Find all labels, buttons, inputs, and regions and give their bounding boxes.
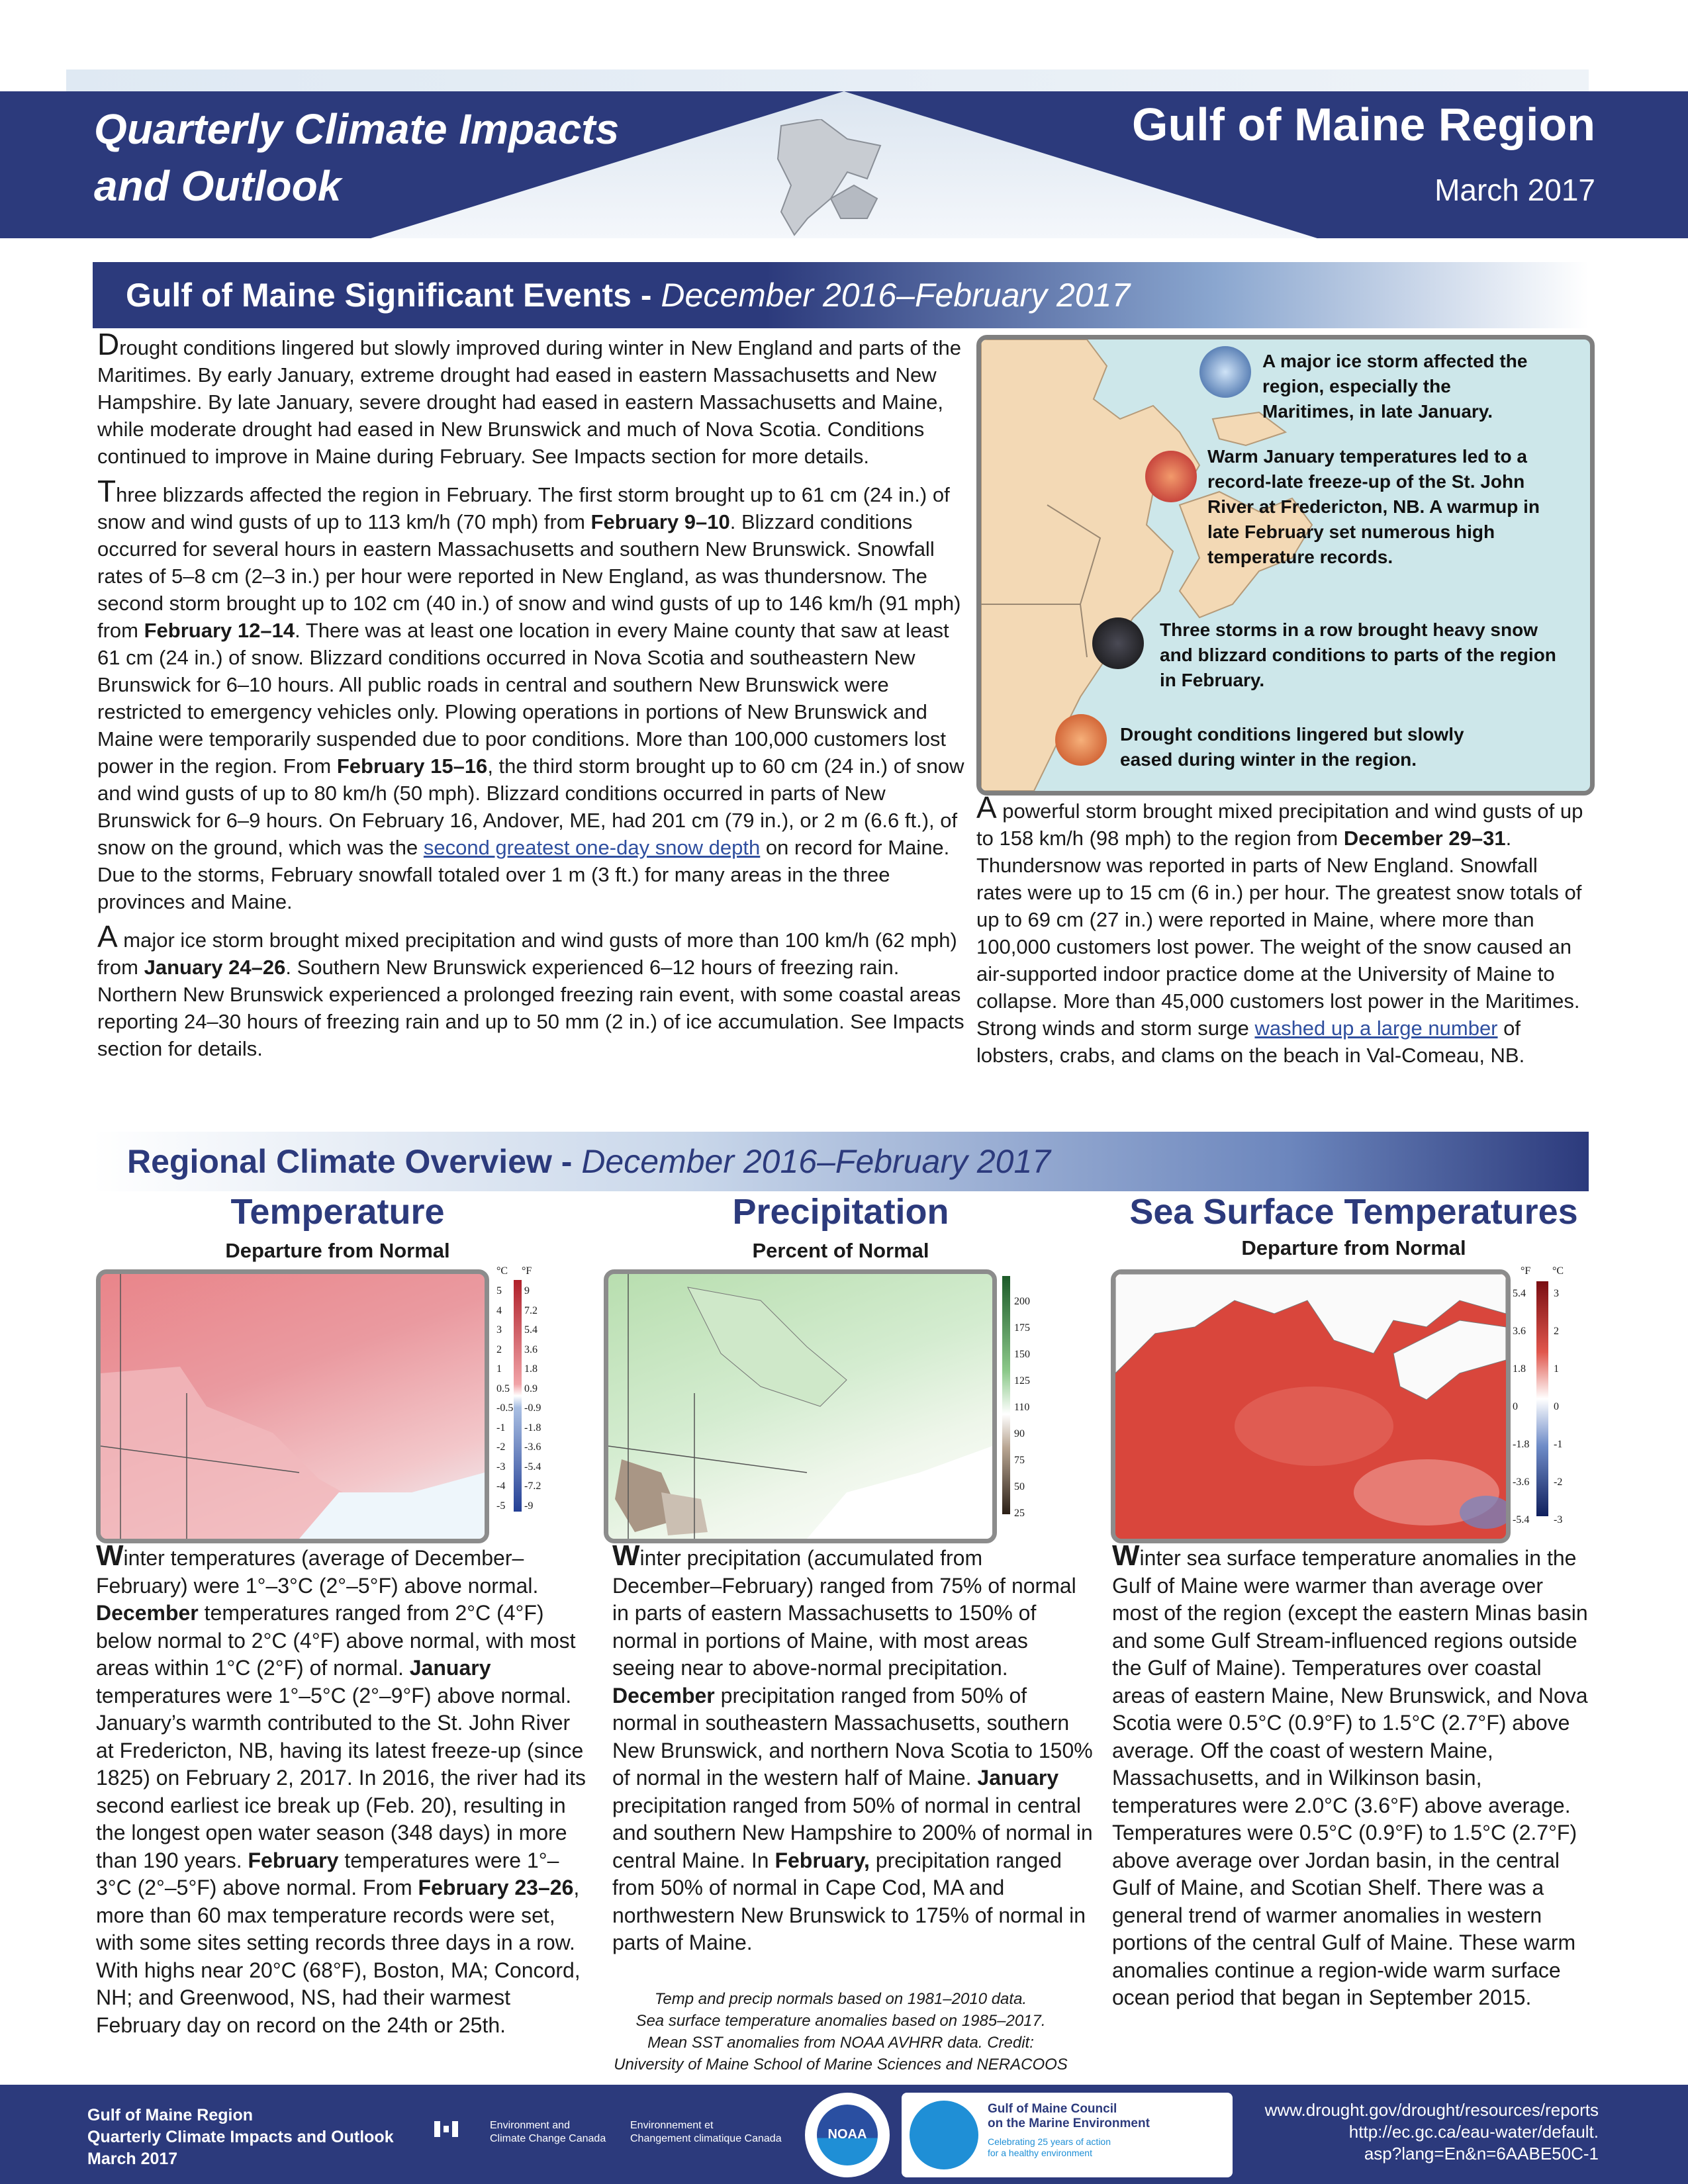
council-line2: on the Marine Environment — [988, 2116, 1150, 2130]
drop-cap: A — [97, 919, 118, 954]
text-run: hree blizzards affected the region in February. The first storm brought up to 61 cm (24 in.) of snow and wind gusts of up to 113 km/h (70 mph) from — [97, 483, 950, 533]
legend-tick-label: -1.8 — [1513, 1439, 1530, 1450]
bold-date: December 29–31 — [1343, 827, 1506, 850]
legend-tick-label: 175 — [1014, 1322, 1030, 1334]
text-run: . Blizzard conditions occurred for several hours in eastern Massachusetts and southern New Brunswick. Snowfall rates of 5–8 cm (2–3 in.) per hour were reported in New England, as was thundersnow. The second storm brought up to 102 cm (40 in.) of snow and wind gusts of up to 146 km/h (91 mph) from — [97, 510, 961, 642]
legend-tick-label: -3.6 — [524, 1441, 541, 1453]
legend-tick-label: 25 — [1014, 1508, 1025, 1519]
legend-tick-label: -1 — [496, 1422, 506, 1433]
drop-cap: T — [97, 474, 117, 508]
drop-cap: D — [97, 327, 120, 361]
legend-tick-label: 9 — [524, 1285, 530, 1297]
precipitation-legend — [998, 1269, 1051, 1527]
legend-tick-label: -1 — [1554, 1439, 1563, 1450]
text-run: of lobsters, crabs, and clams on the beach in Val-Comeau, NB. — [976, 1017, 1525, 1067]
legend-tick-label: -5.4 — [1513, 1514, 1530, 1525]
legend-tick-label: -3.6 — [1513, 1477, 1530, 1488]
legend-tick-label: -2 — [1554, 1477, 1563, 1488]
temperature-legend — [496, 1265, 563, 1524]
drought-gov-url[interactable]: www.drought.gov/drought/resources/reports — [1264, 2100, 1599, 2120]
precipitation-map-overlay — [608, 1274, 992, 1539]
legend-tick-label: 3.6 — [524, 1343, 538, 1355]
legend-tick-label: 0 — [1554, 1401, 1559, 1412]
december-storm-paragraph — [976, 790, 1585, 1069]
text-run: inter sea surface temperature anomalies in the Gulf of Maine were warmer than average over most of the region (except the eastern Minas basin and some Gulf Stream-influenced regions outside the Gulf of Maine). Temperatures over coastal areas of eastern Maine, New Brunswick, and Nova Scotia were 0.5°C (0.9°F) to 1.5°C (2.7°F) above average. Off the coast of western Maine, Massachusetts, and in Wilkinson basin, temperatures were 2.0°C (3.6°F) above average. Temperatures were 0.5°C (0.9°F) to 1.5°C (2.7°F) above average over Jordan basin, in the central Gulf of Maine, and Scotian Shelf. There was a general trend of warmer anomalies in western portions of the central Gulf of Maine. These warm anomalies continue a region-wide warm surface ocean period that began in September 2015. — [1112, 1546, 1588, 2009]
legend-tick-label: 1 — [1554, 1363, 1559, 1375]
eccc-english — [490, 2119, 606, 2146]
note-credit-source: University of Maine School of Marine Sciences and NERACOOS — [614, 2056, 1068, 2073]
temperature-title: Temperature — [230, 1192, 445, 1232]
eccc-fr-line2: Changement climatique Canada — [630, 2133, 782, 2144]
gulf-of-maine-relief-icon — [768, 119, 894, 238]
bold-date: February 15–16 — [336, 754, 488, 778]
legend-tick-label: -0.5 — [496, 1402, 514, 1414]
text-run: inter precipitation (accumulated from December–February) ranged from 75% of normal in parts of eastern Massachusetts to 150% of normal in portions of Maine, with most areas seeing near to above-normal precipitation. — [612, 1546, 1076, 1680]
report-title-line2: and Outlook — [94, 162, 342, 210]
legend-tick-label: 50 — [1014, 1481, 1025, 1492]
ice-storm-icon — [1199, 346, 1251, 398]
significant-events-map — [976, 335, 1595, 796]
eccc-en-line2: Climate Change Canada — [490, 2133, 606, 2144]
legend-tick-label: -1.8 — [524, 1422, 541, 1433]
legend-tick-label: 75 — [1014, 1455, 1025, 1466]
eccc-fr-line1: Environnement et — [630, 2120, 714, 2131]
washed-up-link[interactable]: washed up a large number — [1254, 1017, 1498, 1040]
legend-tick-label: 2 — [1554, 1326, 1559, 1337]
footer-region: Gulf of Maine Region — [87, 2106, 253, 2124]
blizzard-paragraph — [97, 474, 964, 915]
council-name — [988, 2102, 1150, 2131]
drop-cap: W — [96, 1539, 124, 1572]
ec-gc-url[interactable]: http://ec.gc.ca/eau-water/default. — [1348, 2122, 1599, 2142]
legend-tick-label: 4 — [496, 1304, 502, 1316]
text-run: precipitation ranged from 50% of normal in Cape Cod, MA and northwestern New Brunswick to 175% of normal in parts of Maine. — [612, 1848, 1086, 1954]
noaa-logo — [805, 2093, 890, 2177]
events-heading — [126, 262, 1589, 328]
legend-tick-label: -5 — [496, 1500, 506, 1512]
legend-tick-label: -3 — [496, 1461, 506, 1473]
note-sst-base: Sea surface temperature anomalies based on 1985–2017. — [635, 2012, 1046, 2030]
precipitation-title: Precipitation — [732, 1192, 949, 1232]
eccc-french — [630, 2119, 782, 2146]
text-run: precipitation ranged from 50% of normal in southeastern Massachusetts, southern New Brunswick, and northern Nova Scotia to 150% of normal in the western half of Maine. — [612, 1683, 1093, 1790]
text-run: on record for Maine. Due to the storms, February snowfall totaled over 1 m (3 ft.) for many areas in the three provinces and Maine. — [97, 836, 950, 913]
precipitation-subtitle: Percent of Normal — [752, 1239, 929, 1262]
footer-title: Quarterly Climate Impacts and Outlook — [87, 2128, 394, 2146]
snow-depth-link[interactable]: second greatest one-day snow depth — [423, 836, 761, 859]
legend-unit-c: °C — [1552, 1265, 1564, 1277]
report-title-line1: Quarterly Climate Impacts — [94, 105, 620, 153]
text-run: , the third storm brought up to 60 cm (24 in.) of snow and wind gusts of up to 80 km/h (50 mph). Blizzard conditions occurred in parts of New Brunswick for 6–9 hours. On February 16, Andover, ME, had 201 cm (79 in.), or 2 m (6.6 ft.), of snow on the ground, which was the — [97, 754, 964, 859]
snowstorm-icon — [1092, 617, 1144, 669]
legend-unit-f: °F — [1521, 1265, 1531, 1277]
sst-colorbar — [1536, 1281, 1548, 1516]
footer-date: March 2017 — [87, 2150, 178, 2168]
sst-map-overlay — [1115, 1274, 1506, 1539]
noaa-wordmark: NOAA — [827, 2127, 867, 2142]
thermometer-icon — [1145, 451, 1197, 502]
bold-month: February — [248, 1848, 339, 1872]
text-run: . There was at least one location in every Maine county that saw at least 61 cm (24 in.) of snow. Blizzard conditions occurred in Nova Scotia and southeastern New Brunswick for 6–10 hours. All public roads in central and southern New Brunswick were restricted to emergency vehicles only. Plowing operations in portions of New Brunswick and Maine were temporarily suspended due to poor conditions. More than 100,000 customers lost power in the region. From — [97, 619, 949, 778]
legend-tick-label: 1.8 — [524, 1363, 538, 1375]
text-run: . Southern New Brunswick experienced 6–12 hours of freezing rain. Northern New Brunswick experienced a prolonged freezing rain event, with some coastal areas reporting 24–30 hours of freezing rain and up to 50 mm (2 in.) of ice accumulation. See Impacts section for details. — [97, 956, 964, 1060]
temperature-map-overlay — [101, 1274, 485, 1539]
drought-callout: Drought conditions lingered but slowly eased during winter in the region. — [1120, 724, 1464, 770]
bold-date: January 24–26 — [144, 956, 286, 979]
legend-tick-label: 90 — [1014, 1428, 1025, 1439]
bold-month: January — [977, 1766, 1059, 1790]
warm-temperature-callout: Warm January temperatures led to a record-late freeze-up of the St. John River at Fredericton, NB. A warmup in late February set numerous high temperature records. — [1207, 446, 1540, 567]
legend-unit-f: °F — [522, 1265, 532, 1277]
legend-tick-label: 0 — [1513, 1401, 1518, 1412]
storms-callout: Three storms in a row brought heavy snow and blizzard conditions to parts of the region in February. — [1160, 619, 1556, 690]
council-line1: Gulf of Maine Council — [988, 2102, 1117, 2116]
drought-icon — [1055, 714, 1107, 766]
overview-heading-dates: December 2016–February 2017 — [581, 1143, 1051, 1180]
overview-heading-text: Regional Climate Overview - — [127, 1143, 582, 1180]
text-run: major ice storm brought mixed precipitation and wind gusts of more than 100 km/h (62 mph) from — [97, 929, 957, 979]
sst-title: Sea Surface Temperatures — [1129, 1192, 1578, 1232]
legend-tick-label: 7.2 — [524, 1304, 538, 1316]
sst-summary — [1112, 1539, 1589, 2012]
legend-unit-c: °C — [496, 1265, 508, 1277]
footer-publication — [87, 2105, 394, 2170]
bold-date: February 23–26 — [418, 1876, 574, 1899]
legend-tick-label: 2 — [496, 1343, 502, 1355]
eccc-en-line1: Environment and — [490, 2120, 570, 2131]
council-line3: Celebrating 25 years of action — [988, 2136, 1111, 2147]
events-heading-dates: December 2016–February 2017 — [661, 277, 1131, 314]
legend-tick-label: 3 — [1554, 1288, 1559, 1299]
drop-cap: W — [1112, 1539, 1140, 1572]
legend-tick-label: -3 — [1554, 1514, 1563, 1525]
bold-month: January — [409, 1656, 491, 1680]
overview-heading — [127, 1132, 1589, 1191]
legend-tick-label: -0.9 — [524, 1402, 541, 1414]
sst-map — [1111, 1269, 1511, 1543]
legend-tick-label: 200 — [1014, 1296, 1030, 1307]
text-run: , more than 60 max temperature records were set, with some sites setting records three days in a row. With highs near 20°C (68°F), Boston, MA; Concord, NH; and Greenwood, NS, had their warmest February day on record on the 24th or 25th. — [96, 1876, 581, 2037]
sst-subtitle: Departure from Normal — [1241, 1236, 1466, 1259]
legend-tick-label: 5.4 — [1513, 1288, 1526, 1299]
legend-tick-label: 110 — [1014, 1402, 1030, 1413]
ice-storm-paragraph — [97, 919, 964, 1062]
canada-flag-icon — [434, 2121, 458, 2137]
legend-tick-label: 150 — [1014, 1349, 1030, 1360]
paragraph-text: rought conditions lingered but slowly improved during winter in New England and parts of the Maritimes. By early January, extreme drought had eased in eastern Massachusetts and New Hampshire. By late January, severe drought had eased in eastern Massachusetts and Maine, while moderate drought had eased in New Brunswick and much of Nova Scotia. Conditions continued to improve in Maine during February. See Impacts section for more details. — [97, 336, 961, 468]
legend-tick-label: -7.2 — [524, 1480, 541, 1492]
bold-month: December — [612, 1683, 715, 1707]
events-heading-bar — [93, 262, 1589, 328]
legend-tick-label: 1.8 — [1513, 1363, 1526, 1375]
events-heading-text: Gulf of Maine Significant Events - — [126, 277, 661, 314]
footer-links — [1265, 2099, 1599, 2165]
overview-heading-bar — [93, 1132, 1589, 1191]
drought-paragraph — [97, 327, 964, 470]
text-run: . Thundersnow was reported in parts of New England. Snowfall rates were up to 15 cm (6 in.) per hour. The greatest snow totals of up to 69 cm (27 in.) were reported in Maine, where more than 100,000 customers lost power. The weight of the snow caused an air-supported indoor practice dome at the University of Maine to collapse. More than 45,000 customers lost power in the Maritimes. Strong winds and storm surge — [976, 827, 1582, 1040]
data-notes — [589, 1988, 1092, 2075]
note-normals: Temp and precip normals based on 1981–2010 data. — [654, 1990, 1027, 2008]
legend-tick-label: -9 — [524, 1500, 534, 1512]
ec-gc-url-cont[interactable]: asp?lang=En&n=6AABE50C-1 — [1364, 2144, 1599, 2163]
legend-tick-label: 125 — [1014, 1375, 1030, 1387]
legend-tick-label: 3.6 — [1513, 1326, 1526, 1337]
precipitation-map — [604, 1269, 997, 1543]
text-run: temperatures were 1°–3°C (2°–5°F) above normal. From — [96, 1848, 559, 1899]
temperature-summary — [96, 1539, 586, 2039]
council-line4: for a healthy environment — [988, 2148, 1092, 2158]
events-right-column — [976, 790, 1585, 1077]
temperature-subtitle: Departure from Normal — [225, 1239, 450, 1262]
precipitation-summary — [612, 1539, 1096, 1957]
region-name: Gulf of Maine Region — [1132, 99, 1595, 150]
report-date: March 2017 — [1434, 173, 1595, 207]
bold-date: February 9–10 — [590, 510, 730, 533]
legend-tick-label: -5.4 — [524, 1461, 541, 1473]
bold-month: December — [96, 1601, 199, 1625]
legend-tick-label: 5.4 — [524, 1324, 538, 1336]
note-credit: Mean SST anomalies from NOAA AVHRR data. Credit: — [647, 2034, 1034, 2052]
legend-tick-label: 0.5 — [496, 1383, 510, 1394]
events-left-column — [97, 327, 964, 1070]
legend-tick-label: 1 — [496, 1363, 502, 1375]
text-run: inter temperatures (average of December–February) were 1°–3°C (2°–5°F) above normal. — [96, 1546, 539, 1598]
gulf-of-maine-council-logo — [902, 2093, 1233, 2177]
bold-date: February 12–14 — [144, 619, 295, 642]
drop-cap: W — [612, 1539, 640, 1572]
legend-tick-label: 0.9 — [524, 1383, 538, 1394]
temperature-map — [96, 1269, 489, 1543]
legend-tick-label: 5 — [496, 1285, 502, 1297]
precipitation-colorbar — [1002, 1276, 1010, 1514]
drop-cap: A — [976, 790, 997, 825]
legend-tick-label: -2 — [496, 1441, 506, 1453]
council-tagline — [988, 2136, 1111, 2159]
council-emblem-icon — [910, 2101, 978, 2169]
legend-tick-label: 3 — [496, 1324, 502, 1336]
text-run: temperatures were 1°–5°C (2°–9°F) above normal. January’s warmth contributed to the St. John River at Fredericton, NB, having its latest freeze-up (since 1825) on February 2, 2017. In 2016, the river had its second earliest ice break up (Feb. 20), resulting in the longest open water season (348 days) in more than 190 years. — [96, 1683, 586, 1872]
bold-month: February, — [774, 1848, 870, 1872]
text-run: powerful storm brought mixed precipitation and wind gusts of up to 158 km/h (98 mph) to the region from — [976, 799, 1583, 850]
temperature-colorbar — [514, 1280, 522, 1512]
sst-legend — [1513, 1265, 1585, 1530]
text-run: temperatures ranged from 2°C (4°F) below normal to 2°C (4°F) above normal, with most areas within 1°C (2°F) of normal. — [96, 1601, 576, 1680]
legend-tick-label: -4 — [496, 1480, 506, 1492]
ice-storm-callout: A major ice storm affected the region, especially the Maritimes, in late January. — [1262, 351, 1528, 422]
text-run: precipitation ranged from 50% of normal in central and southern New Hampshire to 200% of normal in central Maine. In — [612, 1793, 1093, 1872]
